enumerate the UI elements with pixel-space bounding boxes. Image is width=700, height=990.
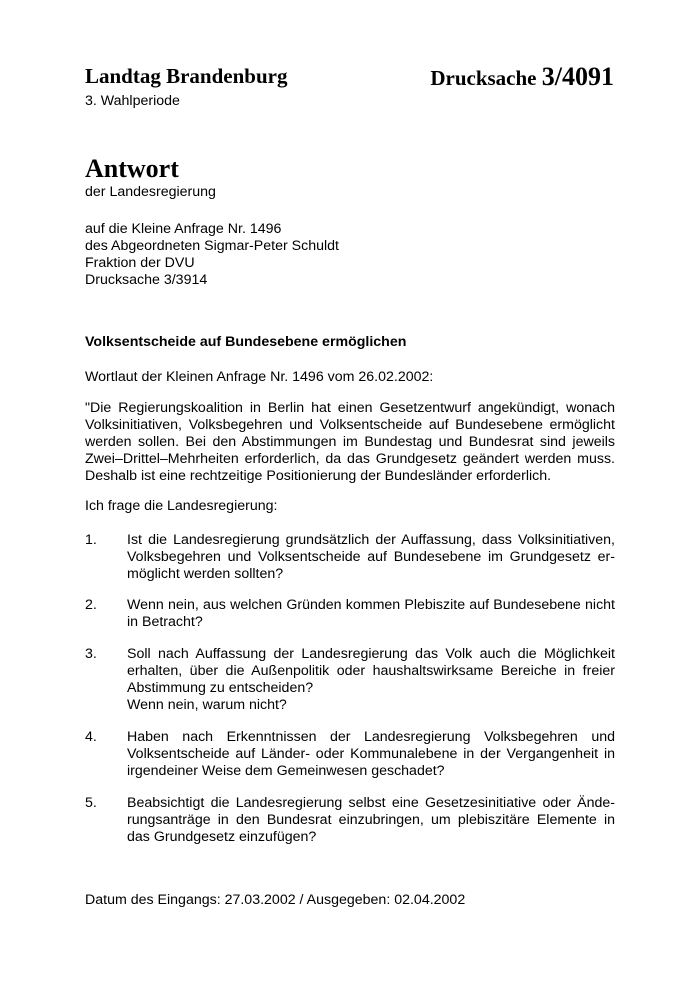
- question-text: [127, 646, 615, 714]
- inquiry-faction: Fraktion der DVU: [85, 255, 195, 271]
- document-number-value: 3/4091: [541, 62, 614, 91]
- question-text-followup: Wenn nein, warum nicht?: [127, 697, 287, 713]
- question-number: 2.: [85, 597, 97, 613]
- inquiry-intro: Wortlaut der Kleinen Anfrage Nr. 1496 vom 26.02.2002:: [85, 369, 434, 385]
- document-number: [430, 62, 614, 92]
- answer-subtitle: der Landesregierung: [85, 184, 216, 200]
- question-number: 1.: [85, 532, 97, 548]
- legislative-period: 3. Wahlperiode: [85, 93, 180, 109]
- inquiry-reference: [85, 221, 339, 289]
- parliament-name: Landtag Brandenburg: [85, 64, 288, 88]
- question-text: Wenn nein, aus welchen Gründen kommen Plebiszite auf Bundesebene nicht in Betracht?: [127, 597, 615, 630]
- question-text: Haben nach Erkenntnissen der Landesregierung Volksbegehren und Volksentscheide auf Länder- oder Kommunalebene in der Vergangenheit in irgendeiner Weise dem Gemeinwesen geschadet?: [127, 729, 615, 779]
- question-text: Ist die Landesregierung grundsätzlich der Auffassung, dass Volksinitiativen, Volksbegehren und Volksentscheide auf Bundesebene im Grundgesetz ermöglicht werden sollten?: [127, 532, 615, 582]
- question-text: Beabsichtigt die Landesregierung selbst eine Gesetzesinitiative oder Änderungsanträge in den Bundesrat einzubringen, um plebiszitäre Elemente in das Grundgesetz einzufügen?: [127, 795, 615, 845]
- answer-title: Antwort: [85, 154, 179, 183]
- question-lead: Ich frage die Landesregierung:: [85, 498, 278, 514]
- inquiry-author: des Abgeordneten Sigmar-Peter Schuldt: [85, 238, 339, 254]
- question-number: 4.: [85, 729, 97, 745]
- inquiry-document: Drucksache 3/3914: [85, 272, 208, 288]
- question-number: 3.: [85, 646, 97, 662]
- inquiry-quote: "Die Regierungskoalition in Berlin hat einen Gesetzentwurf angekündigt, wonach Volksinitiativen, Volksbegehren und Volksentscheide auf Bundesebene ermöglicht werden sollen. Bei den Abstimmungen im Bundestag und Bundesrat sind jeweils Zwei–Drittel–Mehrheiten erforderlich, da das Grundgesetz geändert werden muss. Deshalb ist eine rechtzeitige Positionierung der Bundesländer erforderlich.: [85, 400, 615, 484]
- question-number: 5.: [85, 795, 97, 811]
- document-label: Drucksache: [430, 66, 537, 90]
- inquiry-number: auf die Kleine Anfrage Nr. 1496: [85, 221, 282, 237]
- receipt-dates: Datum des Eingangs: 27.03.2002 / Ausgegeben: 02.04.2002: [85, 892, 466, 908]
- question-text-main: Soll nach Auffassung der Landesregierung das Volk auch die Möglichkeit erhalten, über die Außenpolitik oder haushaltswirksame Bereiche in freier Abstimmung zu entscheiden?: [127, 646, 615, 696]
- inquiry-heading: Volksentscheide auf Bundesebene ermöglichen: [85, 334, 407, 350]
- document-header: [85, 64, 614, 94]
